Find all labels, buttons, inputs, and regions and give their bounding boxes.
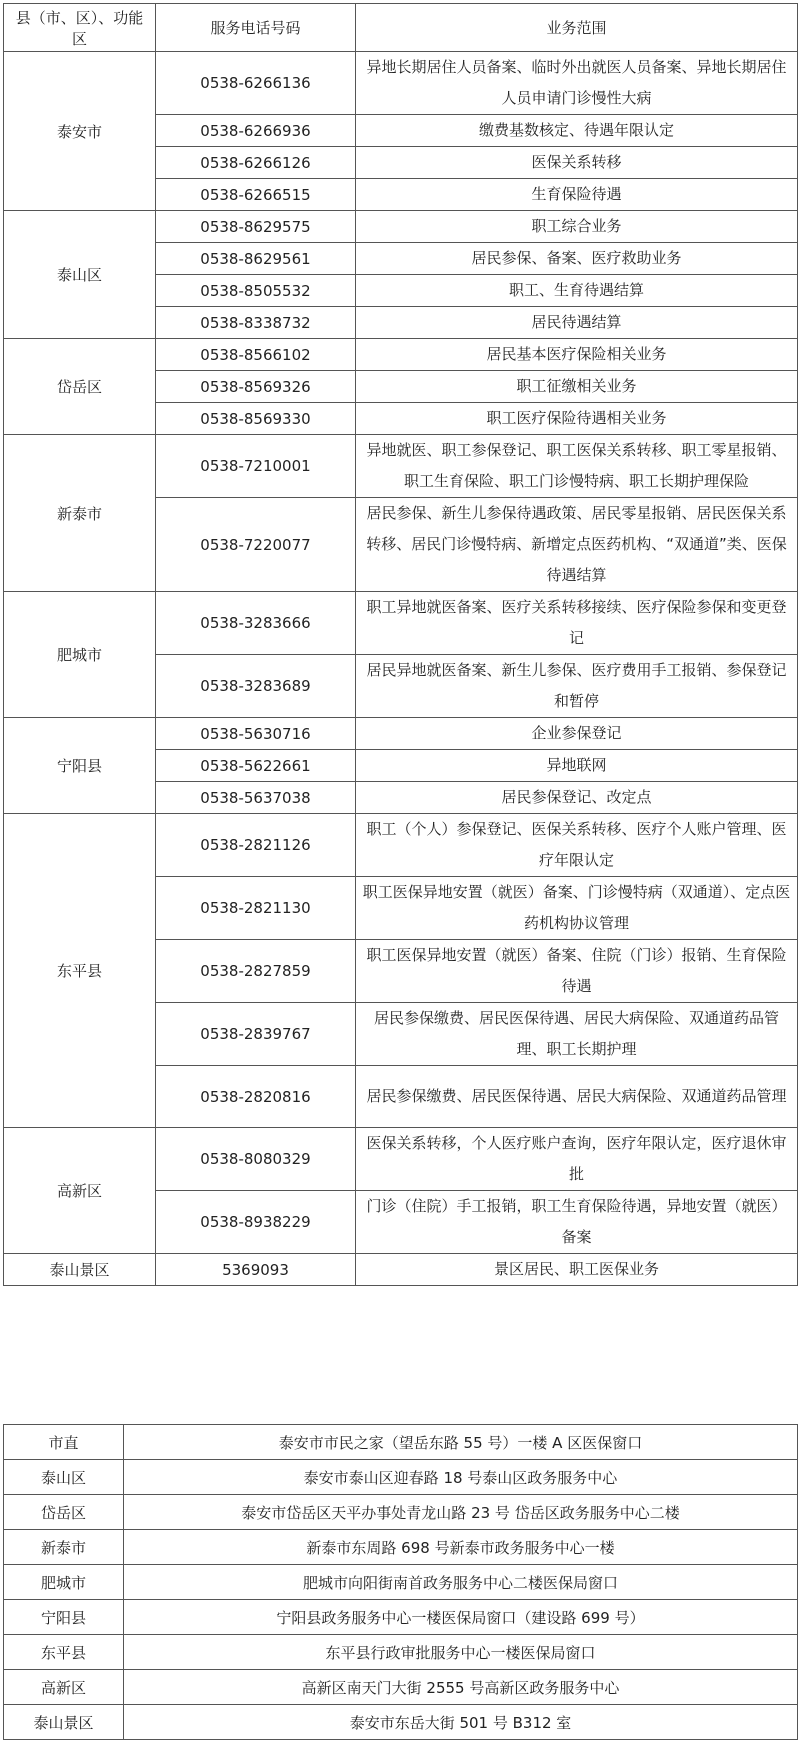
phone-cell: 0538-8566102 xyxy=(156,339,356,371)
scope-cell: 生育保险待遇 xyxy=(356,179,798,211)
scope-cell: 异地长期居住人员备案、临时外出就医人员备案、异地长期居住人员申请门诊慢性大病 xyxy=(356,52,798,115)
table-row xyxy=(4,814,798,877)
scope-cell: 职工综合业务 xyxy=(356,211,798,243)
address-district-cell: 市直 xyxy=(4,1425,124,1460)
address-district-cell: 高新区 xyxy=(4,1670,124,1705)
address-district-cell: 泰山区 xyxy=(4,1460,124,1495)
phone-cell: 0538-8569326 xyxy=(156,371,356,403)
scope-cell: 异地联网 xyxy=(356,750,798,782)
scope-cell: 居民参保缴费、居民医保待遇、居民大病保险、双通道药品管理、职工长期护理 xyxy=(356,1003,798,1066)
district-cell: 泰山景区 xyxy=(4,1254,156,1286)
scope-cell: 职工异地就医备案、医疗关系转移接续、医疗保险参保和变更登记 xyxy=(356,592,798,655)
table-row xyxy=(4,1705,798,1740)
table-row xyxy=(4,211,798,243)
address-district-cell: 东平县 xyxy=(4,1635,124,1670)
phone-cell: 0538-2827859 xyxy=(156,940,356,1003)
phone-cell: 0538-8505532 xyxy=(156,275,356,307)
phone-cell: 0538-2821126 xyxy=(156,814,356,877)
scope-cell: 缴费基数核定、待遇年限认定 xyxy=(356,115,798,147)
table-row xyxy=(4,592,798,655)
scope-cell: 职工（个人）参保登记、医保关系转移、医疗个人账户管理、医疗年限认定 xyxy=(356,814,798,877)
header-phone: 服务电话号码 xyxy=(156,4,356,52)
table-row xyxy=(4,718,798,750)
scope-cell: 居民参保、备案、医疗救助业务 xyxy=(356,243,798,275)
address-cell: 新泰市东周路 698 号新泰市政务服务中心一楼 xyxy=(124,1530,798,1565)
address-district-cell: 新泰市 xyxy=(4,1530,124,1565)
district-cell: 高新区 xyxy=(4,1128,156,1254)
phone-cell: 0538-6266136 xyxy=(156,52,356,115)
phone-cell: 0538-5622661 xyxy=(156,750,356,782)
table-row xyxy=(4,1530,798,1565)
scope-cell: 职工、生育待遇结算 xyxy=(356,275,798,307)
district-cell: 肥城市 xyxy=(4,592,156,718)
address-cell: 肥城市向阳街南首政务服务中心二楼医保局窗口 xyxy=(124,1565,798,1600)
phone-cell: 0538-8338732 xyxy=(156,307,356,339)
scope-cell: 医保关系转移，个人医疗账户查询，医疗年限认定，医疗退休审批 xyxy=(356,1128,798,1191)
scope-cell: 职工征缴相关业务 xyxy=(356,371,798,403)
address-cell: 泰安市泰山区迎春路 18 号泰山区政务服务中心 xyxy=(124,1460,798,1495)
table-header-row xyxy=(4,4,798,52)
scope-cell: 居民基本医疗保险相关业务 xyxy=(356,339,798,371)
scope-cell: 居民参保、新生儿参保待遇政策、居民零星报销、居民医保关系转移、居民门诊慢特病、新增定点医药机构、“双通道”类、医保待遇结算 xyxy=(356,498,798,592)
phone-cell: 0538-8629561 xyxy=(156,243,356,275)
address-cell: 泰安市东岳大街 501 号 B312 室 xyxy=(124,1705,798,1740)
phone-cell: 0538-6266126 xyxy=(156,147,356,179)
address-district-cell: 岱岳区 xyxy=(4,1495,124,1530)
scope-cell: 职工医保异地安置（就医）备案、门诊慢特病（双通道）、定点医药机构协议管理 xyxy=(356,877,798,940)
address-cell: 东平县行政审批服务中心一楼医保局窗口 xyxy=(124,1635,798,1670)
service-phone-table-body xyxy=(4,52,798,1286)
phone-cell: 0538-5637038 xyxy=(156,782,356,814)
address-cell: 泰安市岱岳区天平办事处青龙山路 23 号 岱岳区政务服务中心二楼 xyxy=(124,1495,798,1530)
district-cell: 宁阳县 xyxy=(4,718,156,814)
phone-cell: 0538-6266936 xyxy=(156,115,356,147)
phone-cell: 0538-2839767 xyxy=(156,1003,356,1066)
service-address-table-body xyxy=(4,1425,798,1740)
phone-cell: 0538-8080329 xyxy=(156,1128,356,1191)
scope-cell: 居民待遇结算 xyxy=(356,307,798,339)
district-cell: 泰安市 xyxy=(4,52,156,211)
table-row xyxy=(4,435,798,498)
phone-cell: 0538-8629575 xyxy=(156,211,356,243)
scope-cell: 景区居民、职工医保业务 xyxy=(356,1254,798,1286)
table-row xyxy=(4,1460,798,1495)
phone-cell: 0538-5630716 xyxy=(156,718,356,750)
scope-cell: 企业参保登记 xyxy=(356,718,798,750)
district-cell: 东平县 xyxy=(4,814,156,1128)
district-cell: 新泰市 xyxy=(4,435,156,592)
scope-cell: 居民异地就医备案、新生儿参保、医疗费用手工报销、参保登记和暂停 xyxy=(356,655,798,718)
address-district-cell: 宁阳县 xyxy=(4,1600,124,1635)
phone-cell: 0538-6266515 xyxy=(156,179,356,211)
scope-cell: 职工医疗保险待遇相关业务 xyxy=(356,403,798,435)
phone-cell: 0538-7210001 xyxy=(156,435,356,498)
scope-cell: 异地就医、职工参保登记、职工医保关系转移、职工零星报销、职工生育保险、职工门诊慢特病、职工长期护理保险 xyxy=(356,435,798,498)
header-district: 县（市、区）、功能区 xyxy=(4,4,156,52)
address-cell: 泰安市市民之家（望岳东路 55 号）一楼 A 区医保窗口 xyxy=(124,1425,798,1460)
address-cell: 宁阳县政务服务中心一楼医保局窗口（建设路 699 号） xyxy=(124,1600,798,1635)
scope-cell: 门诊（住院）手工报销，职工生育保险待遇，异地安置（就医）备案 xyxy=(356,1191,798,1254)
table-row xyxy=(4,1600,798,1635)
district-cell: 泰山区 xyxy=(4,211,156,339)
service-address-table xyxy=(3,1424,798,1740)
table-row xyxy=(4,1635,798,1670)
table-row xyxy=(4,339,798,371)
phone-cell: 0538-3283666 xyxy=(156,592,356,655)
phone-cell: 0538-8569330 xyxy=(156,403,356,435)
table-row xyxy=(4,52,798,115)
scope-cell: 居民参保登记、改定点 xyxy=(356,782,798,814)
scope-cell: 居民参保缴费、居民医保待遇、居民大病保险、双通道药品管理 xyxy=(356,1066,798,1128)
table-row xyxy=(4,1670,798,1705)
address-cell: 高新区南天门大街 2555 号高新区政务服务中心 xyxy=(124,1670,798,1705)
phone-cell: 0538-8938229 xyxy=(156,1191,356,1254)
header-scope: 业务范围 xyxy=(356,4,798,52)
table-row xyxy=(4,1565,798,1600)
service-phone-table xyxy=(3,3,798,1286)
table-row xyxy=(4,1425,798,1460)
table-row xyxy=(4,1254,798,1286)
phone-cell: 0538-2820816 xyxy=(156,1066,356,1128)
table-row xyxy=(4,1128,798,1191)
district-cell: 岱岳区 xyxy=(4,339,156,435)
phone-cell: 0538-3283689 xyxy=(156,655,356,718)
address-district-cell: 泰山景区 xyxy=(4,1705,124,1740)
phone-cell: 0538-2821130 xyxy=(156,877,356,940)
scope-cell: 职工医保异地安置（就医）备案、住院（门诊）报销、生育保险待遇 xyxy=(356,940,798,1003)
scope-cell: 医保关系转移 xyxy=(356,147,798,179)
table-row xyxy=(4,1495,798,1530)
phone-cell: 0538-7220077 xyxy=(156,498,356,592)
phone-cell: 5369093 xyxy=(156,1254,356,1286)
address-district-cell: 肥城市 xyxy=(4,1565,124,1600)
